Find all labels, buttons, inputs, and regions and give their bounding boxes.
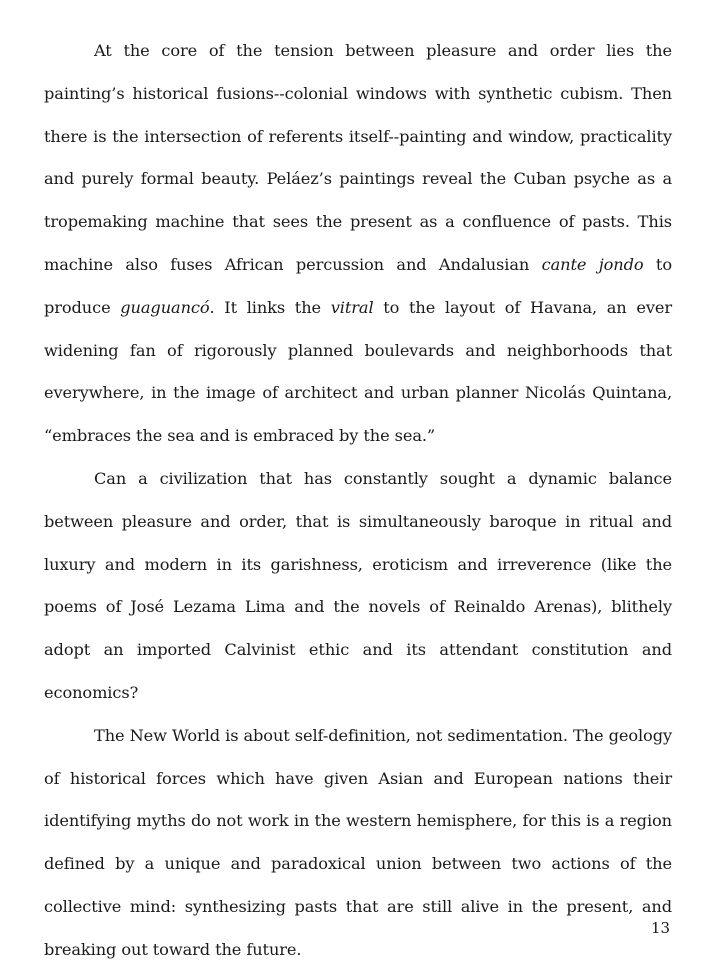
italic-vitral: vitral (330, 297, 374, 317)
paragraph-1-text-1: At the core of the tension between pleasure and order lies the painting’s historical fusions--colonial windows with synthetic cubism. Then there is the intersection of referents itself--painting and window, practicality and purely formal beauty. Peláez’s paintings reveal the Cuban psyche as a tropemaking machine that sees the present as a confluence of pasts. This machine also fuses African percussion and Andalusian (44, 41, 672, 274)
paragraph-1 (44, 30, 672, 458)
paragraph-1-text-3: . It links the (209, 297, 331, 317)
italic-cante-jondo: cante jondo (541, 254, 644, 274)
document-body (44, 30, 672, 972)
page-number: 13 (651, 919, 671, 937)
paragraph-3 (44, 715, 672, 972)
paragraph-1-text-4: to the layout of Havana, an ever widening fan of rigorously planned boulevards and neighborhoods that everywhere, in the image of architect and urban planner Nicolás Quintana, “embraces the sea and is embraced by the sea.” (44, 297, 672, 446)
paragraph-2-text: Can a civilization that has constantly sought a dynamic balance between pleasure and order, that is simultaneously baroque in ritual and luxury and modern in its garishness, eroticism and irreverence (like the poems of José Lezama Lima and the novels of Reinaldo Arenas), blithely adopt an imported Calvinist ethic and its attendant constitution and economics? (44, 468, 672, 702)
paragraph-3-text: The New World is about self-definition, not sedimentation. The geology of historical forces which have given Asian and European nations their identifying myths do not work in the western hemisphere, for this is a region defined by a unique and paradoxical union between two actions of the collective mind: synthesizing pasts that are still alive in the present, and breaking out toward the future. (44, 725, 672, 959)
paragraph-2 (44, 458, 672, 715)
paragraph-1-text-2: to produce (44, 254, 672, 317)
italic-guaguanco: guaguancó (120, 297, 210, 317)
